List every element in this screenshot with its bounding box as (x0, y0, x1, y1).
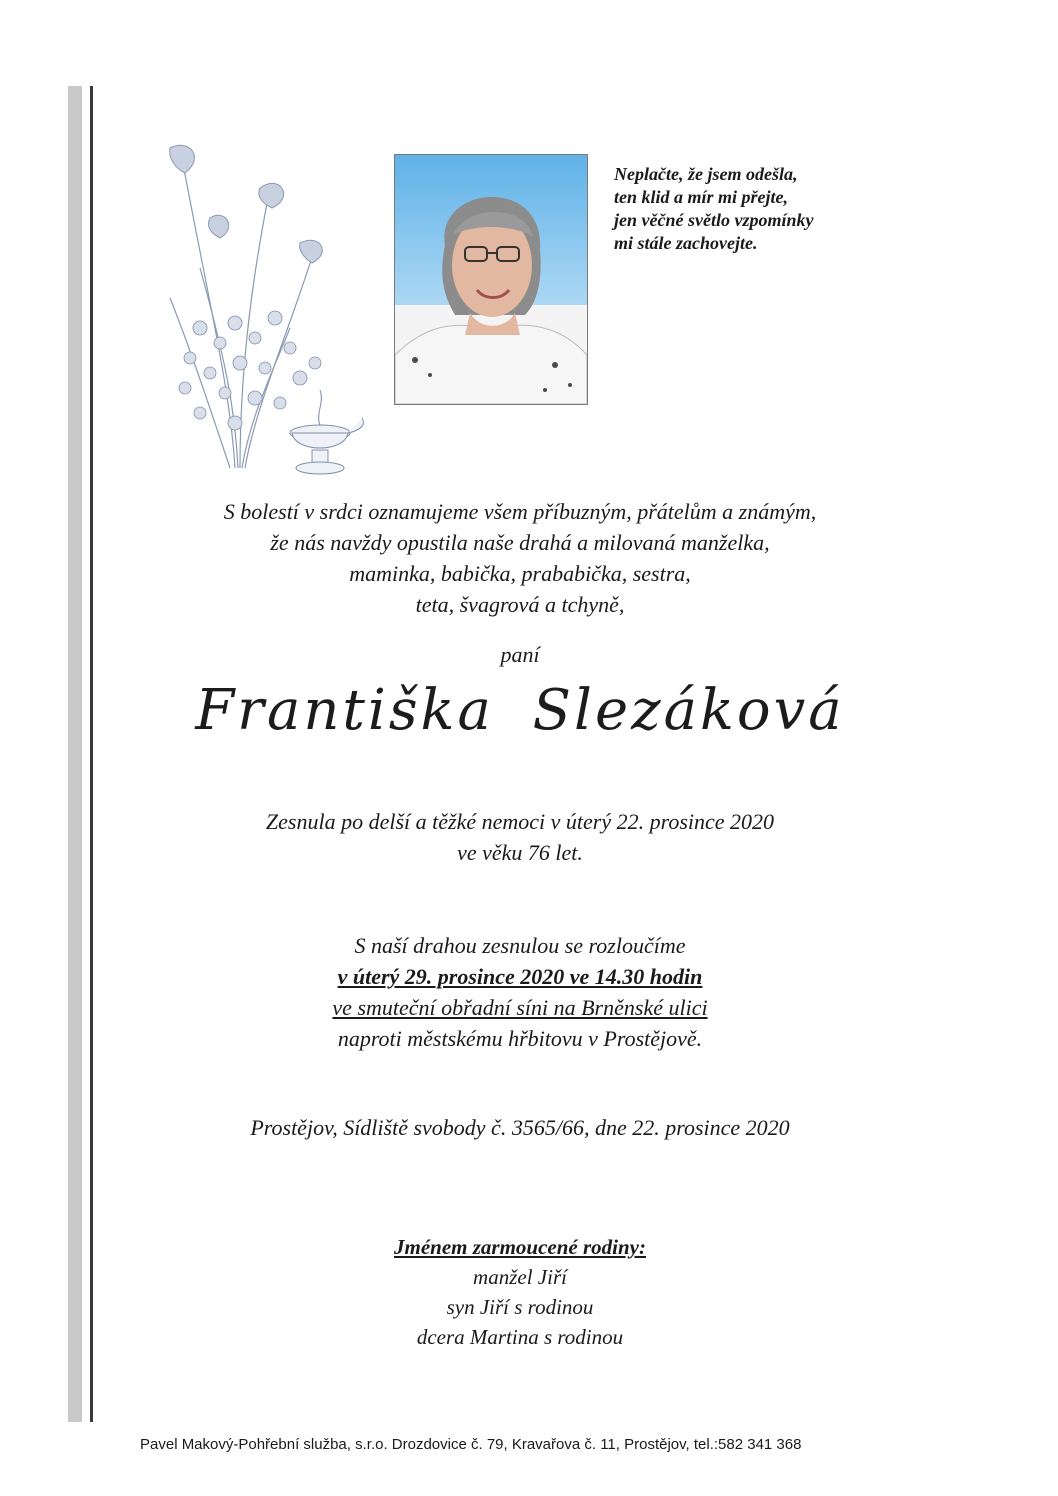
poem-line: jen věčné světlo vzpomínky (614, 210, 814, 230)
poem-line: Neplačte, že jsem odešla, (614, 164, 798, 184)
ceremony-place: ve smuteční obřadní síni na Brněnské ulici (332, 995, 708, 1020)
left-border-bar-dark (90, 86, 93, 1422)
family-member: manžel Jiří (473, 1265, 567, 1289)
announcement-line: maminka, babička, prababička, sestra, (349, 561, 691, 586)
family-heading: Jménem zarmoucené rodiny: (394, 1235, 646, 1259)
ceremony-info (120, 930, 920, 1054)
portrait-photo (394, 154, 588, 405)
poem (614, 163, 914, 255)
announcement (120, 496, 920, 620)
deceased-name: Františka Slezáková (195, 678, 845, 743)
announcement-line: teta, švagrová a tchyně, (415, 592, 625, 617)
ceremony-intro: S naší drahou zesnulou se rozloučíme (354, 933, 686, 958)
flower-lamp-illustration (140, 128, 370, 488)
family-member: dcera Martina s rodinou (416, 1325, 624, 1349)
funeral-service-footer: Pavel Makový-Pohřební služba, s.r.o. Drozdovice č. 79, Kravařova č. 11, Prostějov, tel.:582 341 368 (140, 1436, 802, 1453)
ceremony-place-detail: naproti městskému hřbitovu v Prostějově. (337, 1026, 703, 1051)
poem-line: mi stále zachovejte. (614, 233, 758, 253)
ceremony-datetime: v úterý 29. prosince 2020 ve 14.30 hodin (337, 964, 703, 989)
family-member: syn Jiří s rodinou (446, 1295, 594, 1319)
death-info-line: Zesnula po delší a těžké nemoci v úterý 22. prosince 2020 (265, 809, 775, 834)
address-date-line: Prostějov, Sídliště svobody č. 3565/66, dne 22. prosince 2020 (250, 1115, 790, 1140)
poem-line: ten klid a mír mi přejte, (614, 187, 788, 207)
announcement-line: že nás navždy opustila naše drahá a milovaná manželka, (270, 530, 770, 555)
family-signature (120, 1232, 920, 1352)
salutation: paní (500, 642, 540, 667)
death-info (120, 806, 920, 868)
death-info-line: ve věku 76 let. (457, 840, 583, 865)
announcement-line: S bolestí v srdci oznamujeme všem příbuzným, přátelům a známým, (223, 499, 817, 524)
left-border-bar-grey (68, 86, 82, 1422)
